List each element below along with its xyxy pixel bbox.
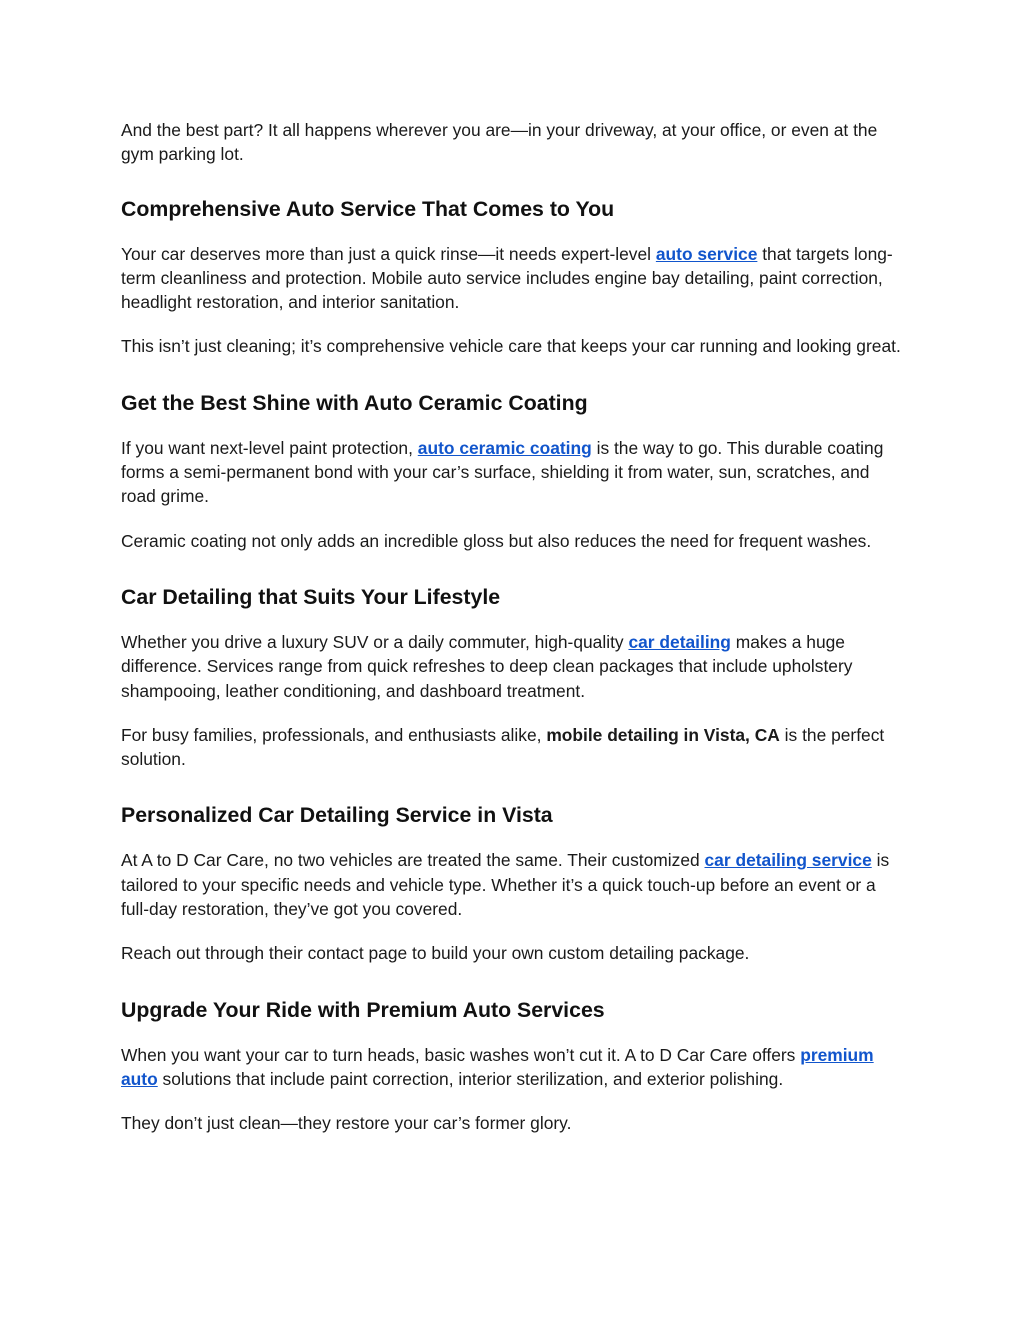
link-car-detailing-service[interactable]: car detailing service (704, 850, 872, 871)
bold-mobile-detailing: mobile detailing in Vista, CA (546, 724, 780, 745)
text-segment: makes a huge difference. Services range from quick refreshes to deep clean packages that include upholstery shampooing, leather conditioning, and dashboard treatment. (121, 631, 853, 701)
text-segment: is tailored to your specific needs and vehicle type. Whether it’s a quick touch-up before an event or a full-day restoration, they’ve got you covered. (121, 850, 890, 920)
paragraph-personalized-detailing (121, 848, 901, 921)
heading-auto-service: Comprehensive Auto Service That Comes to You (121, 196, 615, 221)
paragraph-ceramic-gloss: Ceramic coating not only adds an incredible gloss but also reduces the need for frequent washes. (121, 530, 872, 551)
text-segment: Your car deserves more than just a quick rinse—it needs expert-level (121, 243, 656, 264)
paragraph-car-detailing (121, 630, 901, 703)
text-segment: is the perfect solution. (121, 724, 885, 770)
heading-ceramic-coating: Get the Best Shine with Auto Ceramic Coating (121, 390, 588, 415)
paragraph-auto-service (121, 242, 901, 315)
section-ceramic-coating (121, 389, 901, 553)
paragraph-contact: Reach out through their contact page to build your own custom detailing package. (121, 943, 750, 964)
section-auto-service (121, 195, 901, 359)
document-page (121, 118, 901, 1156)
text-segment: If you want next-level paint protection, (121, 437, 418, 458)
paragraph-ceramic-coating (121, 436, 901, 509)
text-segment: that targets long-term cleanliness and protection. Mobile auto service includes engine bay detailing, paint correction, headlight restoration, and interior sanitation. (121, 243, 893, 313)
text-segment: When you want your car to turn heads, basic washes won’t cut it. A to D Car Care offers (121, 1044, 801, 1065)
text-segment: At A to D Car Care, no two vehicles are treated the same. Their customized (121, 850, 705, 871)
text-segment: is the way to go. This durable coating forms a semi-permanent bond with your car’s surface, shielding it from water, sun, scratches, and road grime. (121, 437, 884, 507)
link-auto-ceramic-coating[interactable]: auto ceramic coating (417, 437, 592, 458)
text-segment: For busy families, professionals, and enthusiasts alike, (121, 724, 547, 745)
paragraph-vehicle-care: This isn’t just cleaning; it’s comprehensive vehicle care that keeps your car running and looking great. (121, 336, 901, 357)
text-segment: Whether you drive a luxury SUV or a daily commuter, high-quality (121, 631, 629, 652)
intro-paragraph: And the best part? It all happens wherever you are—in your driveway, at your office, or even at the gym parking lot. (121, 120, 878, 165)
heading-premium-auto: Upgrade Your Ride with Premium Auto Services (121, 997, 605, 1022)
section-personalized-detailing (121, 801, 901, 965)
paragraph-premium-auto (121, 1043, 901, 1092)
link-premium-auto[interactable]: premium auto (121, 1044, 874, 1089)
paragraph-restore-glory: They don’t just clean—they restore your car’s former glory. (121, 1113, 572, 1134)
heading-personalized-detailing: Personalized Car Detailing Service in Vista (121, 803, 553, 828)
link-auto-service[interactable]: auto service (655, 243, 758, 264)
heading-car-detailing: Car Detailing that Suits Your Lifestyle (121, 584, 501, 609)
section-premium-auto (121, 996, 901, 1136)
section-car-detailing (121, 583, 901, 771)
paragraph-mobile-detailing (121, 723, 901, 772)
link-car-detailing[interactable]: car detailing (628, 631, 731, 652)
text-segment: solutions that include paint correction, interior sterilization, and exterior polishing. (157, 1068, 784, 1089)
